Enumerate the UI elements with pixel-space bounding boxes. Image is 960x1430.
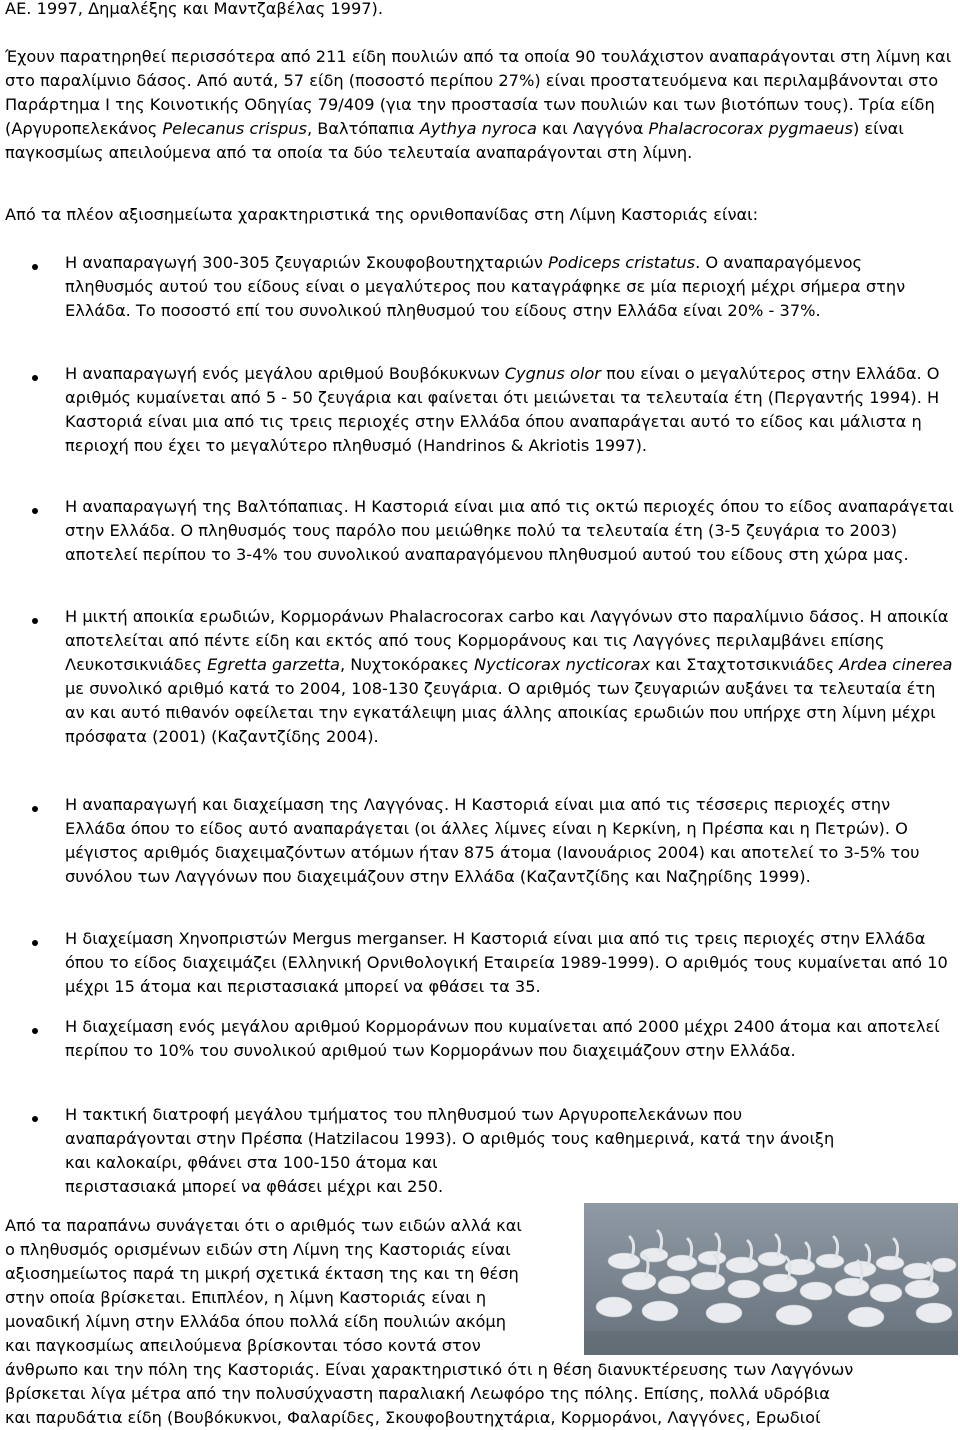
closing-paragraph-wrapped bbox=[5, 1214, 585, 1358]
list-item-ferruginous-duck: Η αναπαραγωγή της Βαλτόπαπιας. Η Καστοριά είναι μια από τις οκτώ περιοχές όπου το είδος αναπαράγεται στην Ελλάδα. Ο πληθυσμός τους παρόλο που μειώθηκε πολύ τα τελευταία έτη (3-5 ζευγάρια το 2003) αποτελεί περίπου το 3-4% του συνολικού αναπαραγόμενου πληθυσμού αυτού του είδους στη χώρα μας. bbox=[65, 497, 954, 564]
text-line: αξιοσημείωτος παρά τη μικρή σχετικά έκταση της και τη θέση bbox=[5, 1264, 519, 1283]
text-line: βρίσκεται λίγα μέτρα από την πολυσύχναστη παραλιακή Λεωφόρο της πόλης. Επίσης, πολλά υδρόβια bbox=[5, 1384, 830, 1403]
text-line: αναπαράγονται στην Πρέσπα (Hatzilacou 1993). Ο αριθμός τους καθημερινά, κατά την άνοιξη bbox=[65, 1129, 835, 1148]
paragraph-species-overview: Έχουν παρατηρηθεί περισσότερα από 211 είδη πουλιών από τα οποία 90 τουλάχιστον αναπαράγονται στη λίμνη και στο παραλίμνιο δάσος. Από αυτά, 57 είδη (ποσοστό περίπου 27%) είναι προστατευόμενα και περιλαμβάνονται στο Παράρτημα Ι της Κοινοτικής Οδηγίας 79/409 (για την προστασία των πουλιών και των βιοτόπων τους). Τρία είδη (Αργυροπελεκάνος Pelecanus crispus, Βαλτόπαπια Aythya nyroca και Λαγγόνα Phalacrocorax pygmaeus) είναι παγκοσμίως απειλούμενα από τα οποία τα δύο τελευταία αναπαράγονται στη λίμνη. bbox=[5, 47, 952, 162]
list-item-pygmy-cormorant: Η αναπαραγωγή και διαχείμαση της Λαγγόνας. Η Καστοριά είναι μια από τις τέσσερις περιοχές στην Ελλάδα όπου το είδος αυτό αναπαράγεται (οι άλλες λίμνες είναι η Κερκίνη, η Πρέσπα και η Πετρών). Ο μέγιστος αριθμός διαχειμαζόντων ατόμων ήταν 875 άτομα (Ιανουάριος 2004) και αποτελεί το 3-5% του συνόλου των Λαγγόνων που διαχειμάζουν στην Ελλάδα (Καζαντζίδης και Ναζηρίδης 1999). bbox=[65, 795, 920, 886]
text-line: και παρυδάτια είδη (Βουβόκυκνοι, Φαλαρίδες, Σκουφοβουτηχτάρια, Κορμοράνοι, Λαγγόνες, Ερωδιοί bbox=[5, 1408, 821, 1427]
text-line: και παγκοσμίως απειλούμενα βρίσκονται τόσο κοντά στον bbox=[5, 1336, 481, 1355]
bullet-icon bbox=[32, 940, 38, 946]
text-line: και καλοκαίρι, φθάνει στα 100-150 άτομα και bbox=[65, 1153, 438, 1172]
list-item-heron-colony: Η μικτή αποικία ερωδιών, Κορμοράνων Phalacrocorax carbo και Λαγγόνων στο παραλίμνιο δάσος. Η αποικία αποτελείται από πέντε είδη και εκτός από τους Κορμοράνους και τις Λαγγόνες περιλαμβάνει επίσης Λευκοτσικνιάδες Egretta garzetta, Νυχτοκόρακες Nycticorax nycticorax και Σταχτοτσικνιάδες Ardea cinerea με συνολικό αριθμό κατά το 2004, 108-130 ζευγάρια. Ο αριθμός των ζευγαριών αυξάνει τα τελευταία έτη αν και αυτό πιθανόν οφείλεται την εγκατάλειψη μιας άλλης αποικίας ερωδιών που υπήρχε στη λίμνη μέχρι πρόσφατα (2001) (Καζαντζίδης 2004). bbox=[65, 607, 953, 746]
list-item-swans: Η αναπαραγωγή ενός μεγάλου αριθμού Βουβόκυκνων Cygnus olor που είναι ο μεγαλύτερος στην Ελλάδα. Ο αριθμός κυμαίνεται από 5 - 50 ζευγάρια και φαίνεται ότι μειώνεται τα τελευταία έτη (Περγαντής 1994). Η Καστοριά είναι μια από τις τρεις περιοχές στην Ελλάδα όπου αναπαράγεται αυτό το είδος και μάλιστα η περιοχή που έχει το μεγαλύτερο πληθυσμό (Handrinos & Akriotis 1997). bbox=[65, 364, 940, 455]
bullet-icon bbox=[32, 508, 38, 514]
bullet-icon bbox=[32, 806, 38, 812]
list-item-cormorants: Η διαχείμαση ενός μεγάλου αριθμού Κορμοράνων που κυμαίνεται από 2000 μέχρι 2400 άτομα και αποτελεί περίπου το 10% του συνολικού αριθμού των Κορμοράνων που διαχειμάζουν στην Ελλάδα. bbox=[65, 1017, 940, 1060]
closing-paragraph-full bbox=[5, 1358, 957, 1430]
text-line: μοναδική λίμνη στην Ελλάδα όπου πολλά είδη πουλιών ακόμη bbox=[5, 1312, 506, 1331]
species-name: Ardea cinerea bbox=[839, 655, 953, 674]
bullet-icon bbox=[32, 1028, 38, 1034]
pelicans-illustration bbox=[584, 1203, 958, 1355]
species-name: Nycticorax nycticorax bbox=[474, 655, 651, 674]
bullet-icon bbox=[32, 264, 38, 270]
bullet-icon bbox=[32, 618, 38, 624]
species-name: Pelecanus crispus bbox=[162, 119, 307, 138]
paragraph-citation-end: ΑΕ. 1997, Δημαλέξης και Μαντζαβέλας 1997). bbox=[5, 0, 384, 18]
text-line: Από τα παραπάνω συνάγεται ότι ο αριθμός των ειδών αλλά και bbox=[5, 1216, 522, 1235]
text-line: περιστασιακά μπορεί να φθάσει μέχρι και 250. bbox=[65, 1177, 444, 1196]
species-name: Podiceps cristatus bbox=[548, 253, 696, 272]
text-line: Η τακτική διατροφή μεγάλου τμήματος του πληθυσμού των Αργυροπελεκάνων που bbox=[65, 1105, 743, 1124]
pelicans-photo bbox=[584, 1203, 958, 1355]
list-item-goosander: Η διαχείμαση Χηνοπριστών Mergus merganser. Η Καστοριά είναι μια από τις τρεις περιοχές στην Ελλάδα όπου το είδος διαχειμάζει (Ελληνική Ορνιθολογική Εταιρεία 1989-1999). Ο αριθμός τους κυμαίνεται από 10 μέχρι 15 άτομα και περιστασιακά μπορεί να φθάσει τα 35. bbox=[65, 929, 948, 996]
species-name: Aythya nyroca bbox=[419, 119, 537, 138]
text-line: ο πληθυσμός ορισμένων ειδών στη Λίμνη της Καστοριάς είναι bbox=[5, 1240, 511, 1259]
paragraph-intro-list: Από τα πλέον αξιοσημείωτα χαρακτηριστικά της ορνιθοπανίδας στη Λίμνη Καστοριάς είναι: bbox=[5, 205, 759, 224]
text-line: άνθρωπο και την πόλη της Καστοριάς. Είναι χαρακτηριστικό ότι η θέση διανυκτέρευσης των Λαγγόνων bbox=[5, 1360, 854, 1379]
text-line: στην οποία βρίσκεται. Επιπλέον, η λίμνη Καστοριάς είναι η bbox=[5, 1288, 487, 1307]
list-item-pelicans bbox=[65, 1103, 955, 1199]
species-name: Phalacrocorax pygmaeus bbox=[648, 119, 853, 138]
list-item-grebes: Η αναπαραγωγή 300-305 ζευγαριών Σκουφοβουτηχταριών Podiceps cristatus. Ο αναπαραγόμενος πληθυσμός αυτού του είδους είναι ο μεγαλύτερος που καταγράφηκε σε μία περιοχή μέχρι σήμερα στην Ελλάδα. Το ποσοστό επί του συνολικού πληθυσμού του είδους στην Ελλάδα είναι 20% - 37%. bbox=[65, 253, 906, 320]
bullet-icon bbox=[32, 1116, 38, 1122]
species-name: Cygnus olor bbox=[504, 364, 601, 383]
species-name: Egretta garzetta bbox=[207, 655, 340, 674]
bullet-icon bbox=[32, 375, 38, 381]
